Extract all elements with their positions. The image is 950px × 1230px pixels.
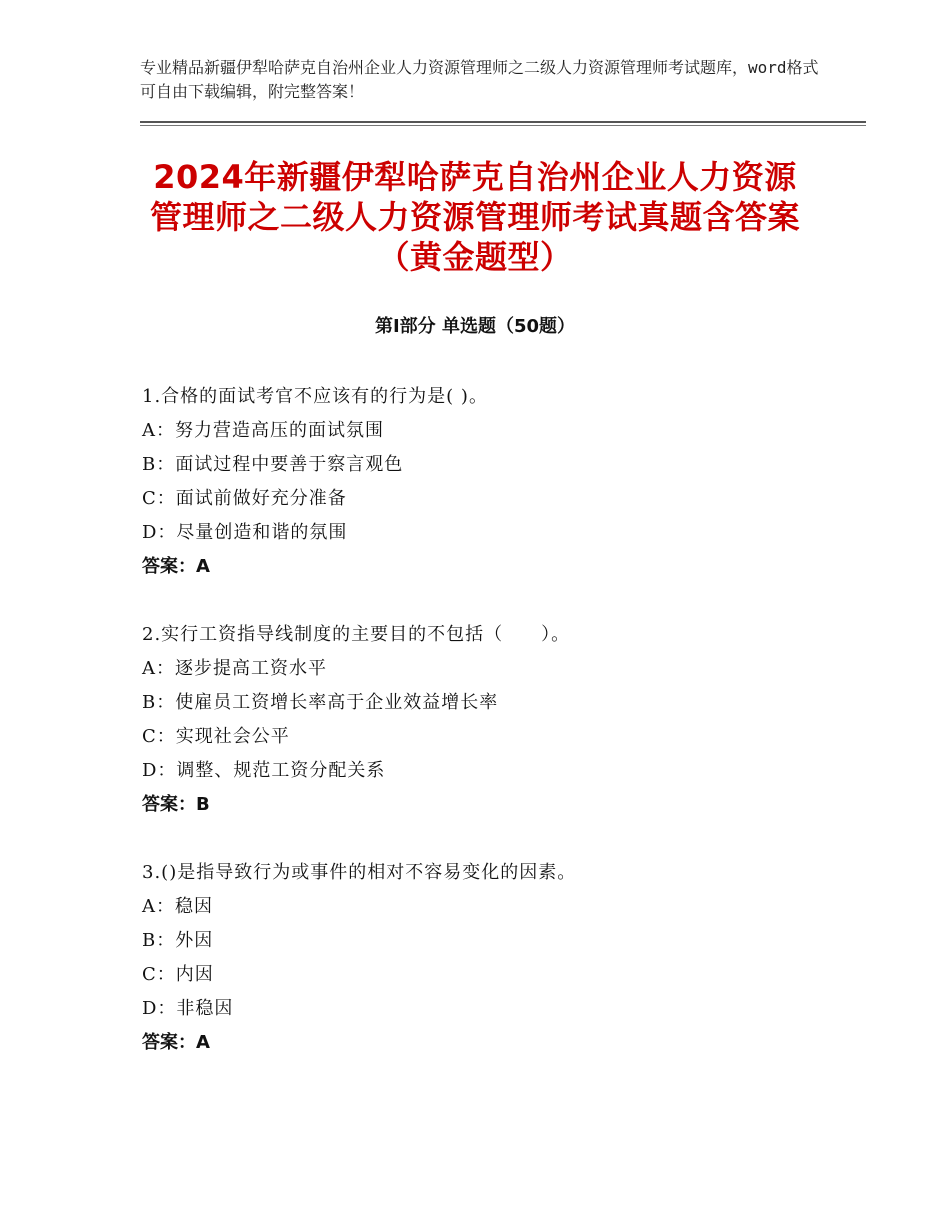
question-stem: 3.()是指导致行为或事件的相对不容易变化的因素。 [142, 862, 577, 883]
question-stem: 2.实行工资指导线制度的主要目的不包括（ ）。 [142, 624, 571, 645]
option-c: C：面试前做好充分准备 [142, 488, 347, 509]
option-a: A：稳因 [142, 896, 213, 917]
option-c: C：实现社会公平 [142, 726, 290, 747]
header-divider-thin [140, 125, 866, 126]
answer: 答案：B [142, 794, 210, 815]
option-c: C：内因 [142, 964, 214, 985]
header-divider-thick [140, 121, 866, 123]
option-d: D：尽量创造和谐的氛围 [142, 522, 348, 543]
question-1 [142, 380, 822, 584]
question-stem: 1.合格的面试考官不应该有的行为是( )。 [142, 386, 488, 407]
option-a: A：努力营造高压的面试氛围 [142, 420, 384, 441]
question-list [142, 380, 822, 1094]
answer: 答案：A [142, 556, 210, 577]
header-note: 专业精品新疆伊犁哈萨克自治州企业人力资源管理师之二级人力资源管理师考试题库，word格式可自由下载编辑，附完整答案！ [140, 58, 819, 101]
option-a: A：逐步提高工资水平 [142, 658, 327, 679]
question-2 [142, 618, 822, 822]
question-3 [142, 856, 822, 1060]
answer: 答案：A [142, 1032, 210, 1053]
option-d: D：非稳因 [142, 998, 234, 1019]
document-title: 2024年新疆伊犁哈萨克自治州企业人力资源管理师之二级人力资源管理师考试真题含答案（黄金题型） [149, 158, 800, 276]
option-d: D：调整、规范工资分配关系 [142, 760, 386, 781]
option-b: B：外因 [142, 930, 214, 951]
option-b: B：面试过程中要善于察言观色 [142, 454, 404, 475]
option-b: B：使雇员工资增长率高于企业效益增长率 [142, 692, 499, 713]
section-title: 第Ⅰ部分 单选题（50题） [374, 316, 575, 337]
